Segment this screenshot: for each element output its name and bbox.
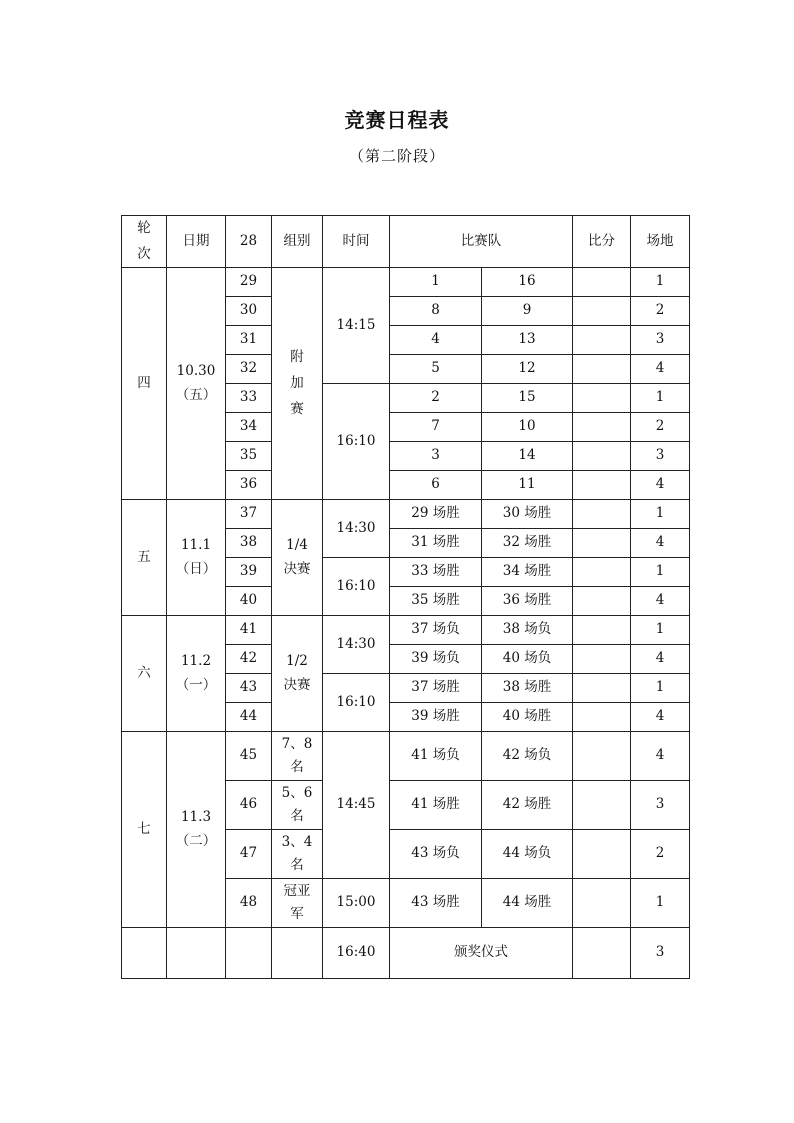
score-cell <box>573 384 631 413</box>
team1-cell: 35 场胜 <box>390 587 482 616</box>
score-cell <box>573 326 631 355</box>
time-cell: 14:30 <box>323 616 390 674</box>
team1-cell: 5 <box>390 355 482 384</box>
team2-cell: 42 场胜 <box>482 781 573 830</box>
team1-cell: 6 <box>390 471 482 500</box>
score-cell <box>573 674 631 703</box>
score-cell <box>573 442 631 471</box>
score-cell <box>573 732 631 781</box>
team1-cell: 37 场负 <box>390 616 482 645</box>
match-no: 43 <box>226 674 272 703</box>
match-no: 48 <box>226 879 272 928</box>
header-score: 比分 <box>573 216 631 268</box>
team2-cell: 14 <box>482 442 573 471</box>
team2-cell: 16 <box>482 268 573 297</box>
venue-cell: 4 <box>631 645 690 674</box>
venue-cell: 1 <box>631 384 690 413</box>
match-no: 35 <box>226 442 272 471</box>
team2-cell: 38 场胜 <box>482 674 573 703</box>
header-date: 日期 <box>167 216 226 268</box>
team2-cell: 40 场负 <box>482 645 573 674</box>
score-cell <box>573 587 631 616</box>
date-cell: 11.1 （日） <box>167 500 226 616</box>
score-cell <box>573 616 631 645</box>
score-cell <box>573 355 631 384</box>
venue-cell: 3 <box>631 442 690 471</box>
group-cell: 冠亚 军 <box>272 879 323 928</box>
round-cell: 七 <box>122 732 167 928</box>
group-cell: 5、6 名 <box>272 781 323 830</box>
match-no: 30 <box>226 297 272 326</box>
venue-cell: 1 <box>631 616 690 645</box>
page-subtitle: （第二阶段） <box>348 147 445 165</box>
team2-cell: 42 场负 <box>482 732 573 781</box>
header-row <box>122 216 690 268</box>
team2-cell: 12 <box>482 355 573 384</box>
team2-cell: 34 场胜 <box>482 558 573 587</box>
team2-cell: 9 <box>482 297 573 326</box>
group-cell: 7、8 名 <box>272 732 323 781</box>
team2-cell: 13 <box>482 326 573 355</box>
team1-cell: 39 场负 <box>390 645 482 674</box>
match-no: 34 <box>226 413 272 442</box>
venue-cell: 4 <box>631 355 690 384</box>
score-cell <box>573 879 631 928</box>
venue-cell: 3 <box>631 928 690 979</box>
date-cell: 10.30 （五） <box>167 268 226 500</box>
team1-cell: 37 场胜 <box>390 674 482 703</box>
match-no: 41 <box>226 616 272 645</box>
round-cell: 六 <box>122 616 167 732</box>
header-round: 轮次 <box>122 216 167 268</box>
round-cell: 五 <box>122 500 167 616</box>
venue-cell: 3 <box>631 781 690 830</box>
match-no: 39 <box>226 558 272 587</box>
group-cell: 1/4 决赛 <box>272 500 323 616</box>
venue-cell: 4 <box>631 471 690 500</box>
time-cell: 16:40 <box>323 928 390 979</box>
match-no: 45 <box>226 732 272 781</box>
time-cell: 14:15 <box>323 268 390 384</box>
ceremony-label: 颁奖仪式 <box>390 928 573 979</box>
score-cell <box>573 500 631 529</box>
team1-cell: 41 场负 <box>390 732 482 781</box>
round-cell: 四 <box>122 268 167 500</box>
group-cell: 3、4 名 <box>272 830 323 879</box>
match-no <box>226 928 272 979</box>
team1-cell: 43 场负 <box>390 830 482 879</box>
venue-cell: 1 <box>631 558 690 587</box>
team1-cell: 3 <box>390 442 482 471</box>
header-group: 组别 <box>272 216 323 268</box>
match-no: 42 <box>226 645 272 674</box>
date-cell: 11.2 （一） <box>167 616 226 732</box>
venue-cell: 1 <box>631 268 690 297</box>
team1-cell: 1 <box>390 268 482 297</box>
venue-cell: 4 <box>631 732 690 781</box>
header-venue: 场地 <box>631 216 690 268</box>
time-cell: 16:10 <box>323 558 390 616</box>
match-no: 33 <box>226 384 272 413</box>
header-time: 时间 <box>323 216 390 268</box>
score-cell <box>573 471 631 500</box>
team1-cell: 31 场胜 <box>390 529 482 558</box>
team2-cell: 40 场胜 <box>482 703 573 732</box>
venue-cell: 3 <box>631 326 690 355</box>
team2-cell: 30 场胜 <box>482 500 573 529</box>
score-cell <box>573 297 631 326</box>
time-cell: 15:00 <box>323 879 390 928</box>
header-match-no: 28 <box>226 216 272 268</box>
score-cell <box>573 645 631 674</box>
ceremony-row <box>122 928 690 979</box>
venue-cell: 1 <box>631 879 690 928</box>
header-teams: 比赛队 <box>390 216 573 268</box>
match-no: 36 <box>226 471 272 500</box>
match-no: 47 <box>226 830 272 879</box>
time-cell: 16:10 <box>323 384 390 500</box>
venue-cell: 2 <box>631 413 690 442</box>
team2-cell: 38 场负 <box>482 616 573 645</box>
page-title: 竞赛日程表 <box>344 108 450 132</box>
team2-cell: 44 场胜 <box>482 879 573 928</box>
team2-cell: 11 <box>482 471 573 500</box>
team1-cell: 8 <box>390 297 482 326</box>
score-cell <box>573 781 631 830</box>
team2-cell: 36 场胜 <box>482 587 573 616</box>
match-no: 44 <box>226 703 272 732</box>
match-no: 40 <box>226 587 272 616</box>
venue-cell: 1 <box>631 500 690 529</box>
score-cell <box>573 268 631 297</box>
match-no: 38 <box>226 529 272 558</box>
group-cell <box>272 928 323 979</box>
match-no: 31 <box>226 326 272 355</box>
team2-cell: 44 场负 <box>482 830 573 879</box>
date-cell <box>167 928 226 979</box>
score-cell <box>573 830 631 879</box>
round-cell <box>122 928 167 979</box>
team1-cell: 29 场胜 <box>390 500 482 529</box>
score-cell <box>573 558 631 587</box>
time-cell: 14:45 <box>323 732 390 879</box>
match-no: 32 <box>226 355 272 384</box>
team1-cell: 33 场胜 <box>390 558 482 587</box>
score-cell <box>573 413 631 442</box>
group-cell: 附加赛 <box>272 268 323 500</box>
match-no: 29 <box>226 268 272 297</box>
team2-cell: 15 <box>482 384 573 413</box>
team1-cell: 2 <box>390 384 482 413</box>
score-cell <box>573 529 631 558</box>
table-row <box>122 268 690 297</box>
venue-cell: 4 <box>631 587 690 616</box>
score-cell <box>573 928 631 979</box>
schedule-table <box>121 215 690 979</box>
match-no: 37 <box>226 500 272 529</box>
team1-cell: 7 <box>390 413 482 442</box>
table-row <box>122 500 690 529</box>
team1-cell: 4 <box>390 326 482 355</box>
team1-cell: 41 场胜 <box>390 781 482 830</box>
team2-cell: 10 <box>482 413 573 442</box>
table-row <box>122 616 690 645</box>
venue-cell: 2 <box>631 830 690 879</box>
time-cell: 16:10 <box>323 674 390 732</box>
venue-cell: 4 <box>631 703 690 732</box>
table-row <box>122 732 690 781</box>
date-cell: 11.3 （二） <box>167 732 226 928</box>
team1-cell: 43 场胜 <box>390 879 482 928</box>
time-cell: 14:30 <box>323 500 390 558</box>
score-cell <box>573 703 631 732</box>
team2-cell: 32 场胜 <box>482 529 573 558</box>
venue-cell: 1 <box>631 674 690 703</box>
venue-cell: 2 <box>631 297 690 326</box>
venue-cell: 4 <box>631 529 690 558</box>
match-no: 46 <box>226 781 272 830</box>
team1-cell: 39 场胜 <box>390 703 482 732</box>
group-cell: 1/2 决赛 <box>272 616 323 732</box>
